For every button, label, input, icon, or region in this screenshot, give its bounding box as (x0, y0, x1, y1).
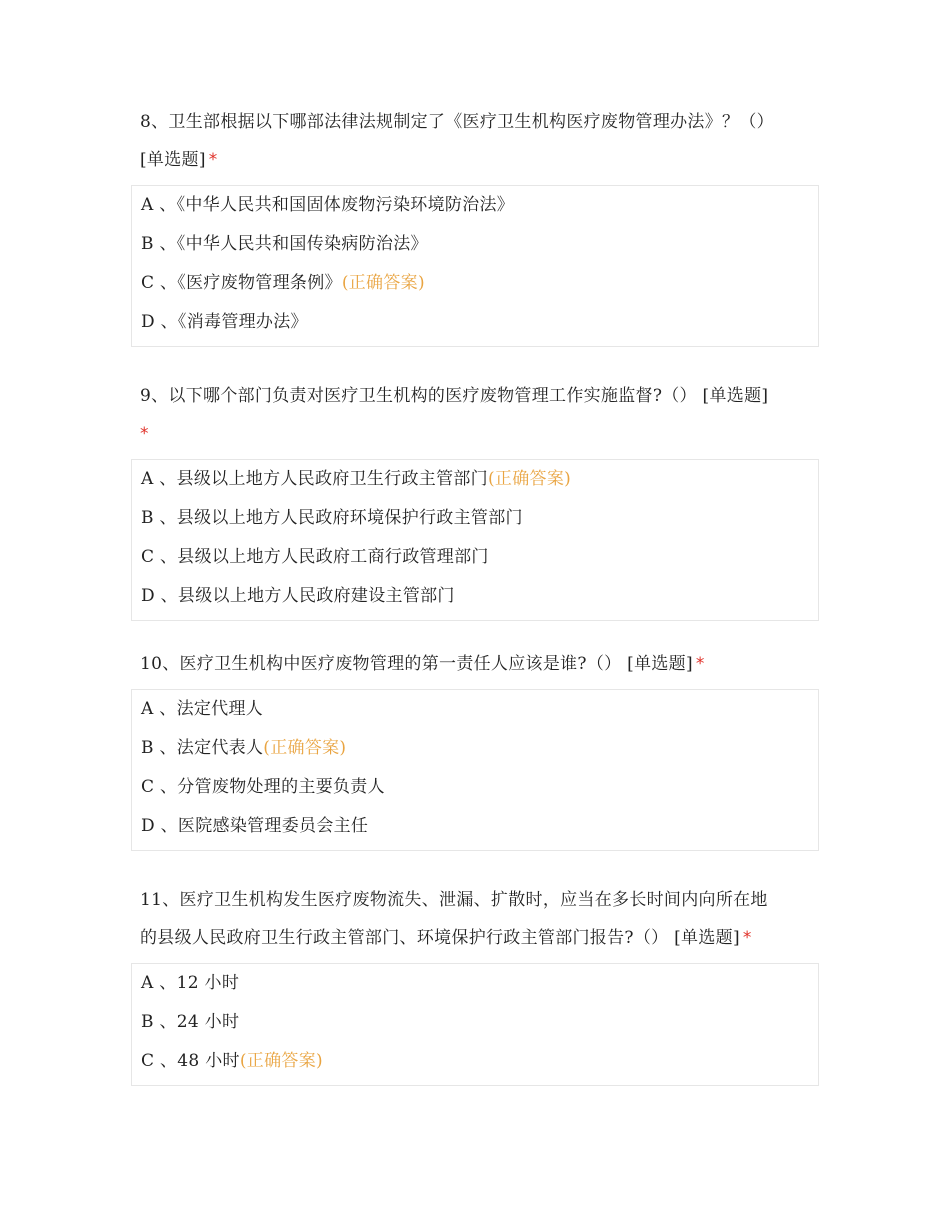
option-d[interactable]: D 、医院感染管理委员会主任 (141, 816, 369, 836)
option-a[interactable]: A 、法定代理人 (141, 699, 264, 719)
options-list (131, 185, 819, 347)
options-list (131, 689, 819, 851)
question-text: 8、卫生部根据以下哪部法律法规制定了《医疗卫生机构医疗废物管理办法》？（） (140, 112, 774, 132)
question-title (131, 103, 819, 179)
question-11 (131, 881, 819, 1086)
option-c[interactable]: C 、《医疗废物管理条例》(正确答案) (141, 273, 425, 293)
option-b[interactable]: B 、24 小时 (141, 1012, 240, 1032)
question-type: [单选题] (140, 150, 206, 170)
question-title (131, 645, 819, 683)
question-title (131, 377, 819, 453)
option-d[interactable]: D 、《消毒管理办法》 (141, 312, 308, 332)
option-a[interactable]: A 、县级以上地方人民政府卫生行政主管部门(正确答案) (141, 469, 572, 489)
option-b[interactable]: B 、《中华人民共和国传染病防治法》 (141, 234, 428, 254)
correct-answer-tag: (正确答案) (487, 469, 572, 489)
question-text: 9、以下哪个部门负责对医疗卫生机构的医疗废物管理工作实施监督?（） [单选题] (140, 386, 769, 406)
required-mark: * (140, 424, 149, 444)
question-9 (131, 377, 819, 621)
question-title (131, 881, 819, 957)
option-d[interactable]: D 、县级以上地方人民政府建设主管部门 (141, 586, 455, 606)
option-c[interactable]: C 、48 小时(正确答案) (141, 1051, 323, 1071)
question-text: 11、医疗卫生机构发生医疗废物流失、泄漏、扩散时，应当在多长时间内向所在地 (140, 890, 768, 910)
option-a[interactable]: A 、12 小时 (141, 973, 240, 993)
correct-answer-tag: (正确答案) (239, 1051, 323, 1071)
option-b[interactable]: B 、法定代表人(正确答案) (141, 738, 347, 758)
option-c[interactable]: C 、县级以上地方人民政府工商行政管理部门 (141, 547, 489, 567)
question-text: 10、医疗卫生机构中医疗废物管理的第一责任人应该是谁?（） [单选题] (140, 654, 693, 674)
options-list (131, 963, 819, 1086)
required-mark: * (695, 654, 705, 674)
correct-answer-tag: (正确答案) (263, 738, 347, 758)
option-c[interactable]: C 、分管废物处理的主要负责人 (141, 777, 385, 797)
option-b[interactable]: B 、县级以上地方人民政府环境保护行政主管部门 (141, 508, 523, 528)
required-mark: * (208, 150, 218, 170)
question-8 (131, 103, 819, 347)
question-text-line2: 的县级人民政府卫生行政主管部门、环境保护行政主管部门报告?（） [单选题] (140, 928, 740, 948)
question-10 (131, 645, 819, 851)
correct-answer-tag: (正确答案) (341, 273, 425, 293)
options-list (131, 459, 819, 621)
required-mark: * (742, 928, 752, 948)
option-a[interactable]: A 、《中华人民共和国固体废物污染环境防治法》 (141, 195, 515, 215)
